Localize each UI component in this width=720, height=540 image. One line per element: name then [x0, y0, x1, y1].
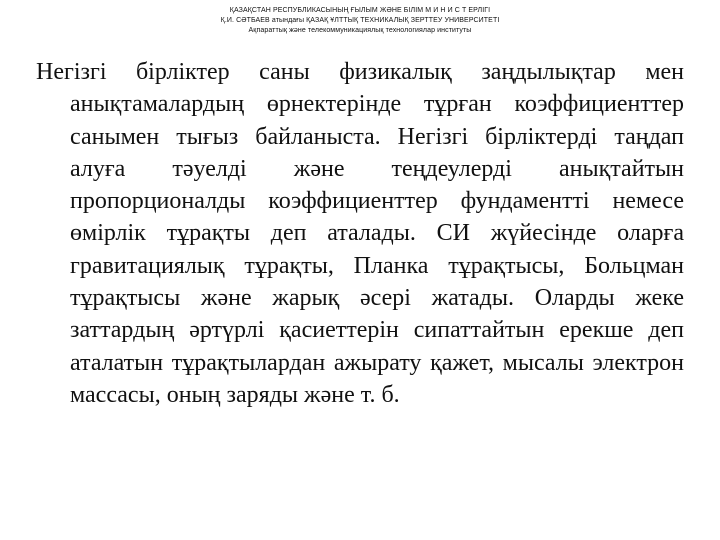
- header-ministry-line: ҚАЗАҚСТАН РЕСПУБЛИКАСЫНЫҢ ҒЫЛЫМ ЖӘНЕ БІЛІМ М И Н И С Т ЕРЛІГІ: [229, 7, 491, 14]
- header-university-line: Қ.И. СӘТБАЕВ атындағы ҚАЗАҚ ҰЛТТЫҚ ТЕХНИКАЛЫҚ ЗЕРТТЕУ УНИВЕРСИТЕТІ: [220, 17, 500, 24]
- main-text-block: [36, 56, 684, 411]
- header-institute-line: Ақпараттық және телекоммуникациялық технологиялар институты: [248, 27, 472, 34]
- institution-header: [0, 6, 720, 36]
- main-paragraph: Негізгі бірліктер саны физикалық заңдылықтар мен анықтамалардың өрнектерінде тұрған коэффициенттер санымен тығыз байланыста. Негізгі бірліктерді таңдап алуға тәуелді және теңдеулерді анықтайтын пропорционалды коэффициенттер фундаментті немесе өмірлік тұрақты деп аталады. СИ жүйесінде оларға гравитациялық тұрақты, Планка тұрақтысы, Больцман тұрақтысы және жарық әсері жатады. Оларды жеке заттардың әртүрлі қасиеттерін сипаттайтын ерекше деп аталатын тұрақтылардан ажырату қажет, мысалы электрон массасы, оның заряды және т. б.: [36, 59, 684, 408]
